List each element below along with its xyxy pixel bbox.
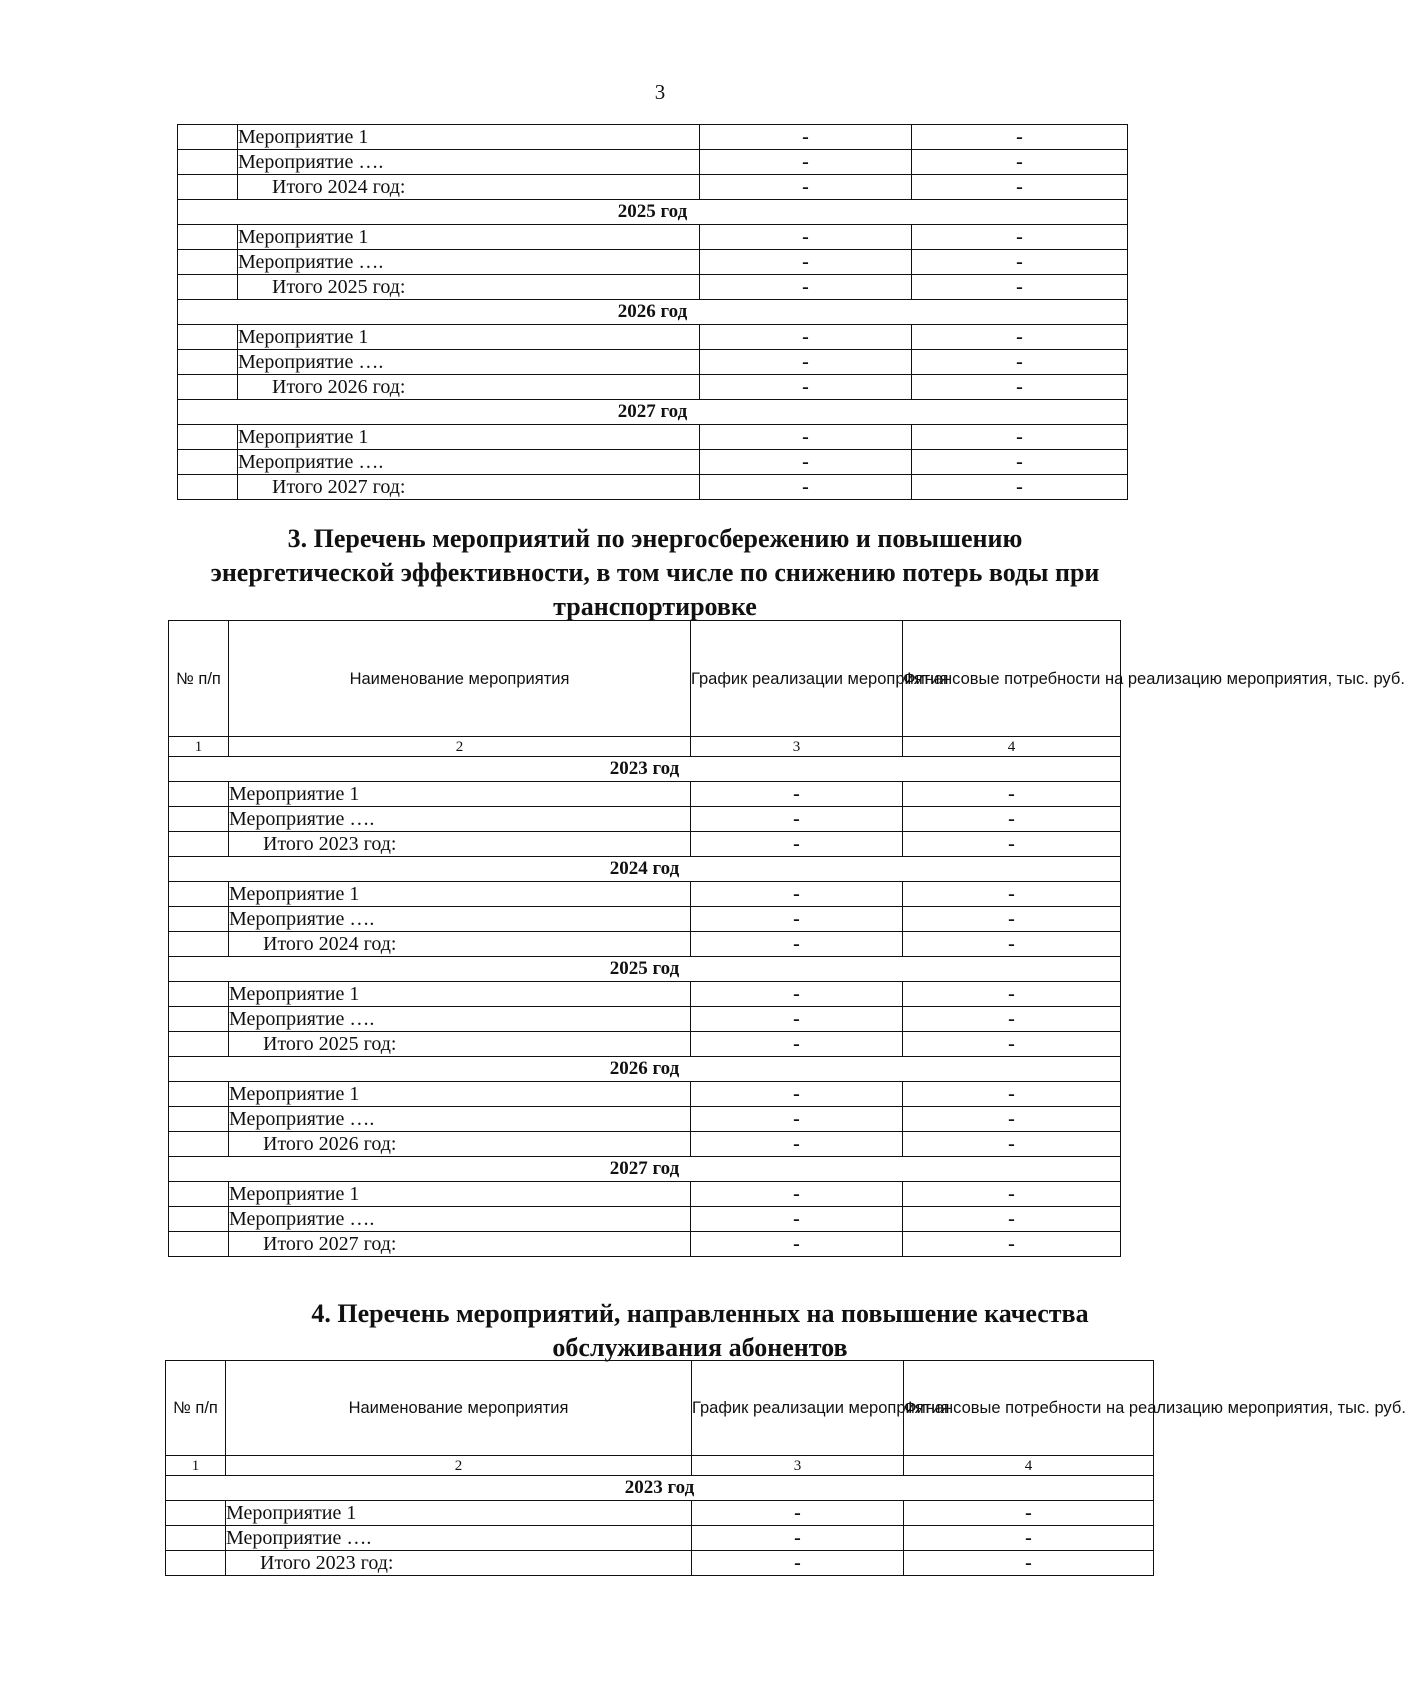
table-row bbox=[178, 450, 1128, 475]
activity-name: Мероприятие 1 bbox=[226, 1501, 692, 1526]
finance-cell: - bbox=[904, 1526, 1154, 1551]
schedule-cell: - bbox=[700, 475, 912, 500]
schedule-cell: - bbox=[692, 1501, 904, 1526]
activity-name: Мероприятие …. bbox=[238, 250, 700, 275]
header-num: № п/п bbox=[166, 1361, 226, 1456]
table-continuation bbox=[177, 124, 1128, 500]
table-row bbox=[169, 1182, 1121, 1207]
page-number: 3 bbox=[654, 80, 666, 104]
finance-cell: - bbox=[912, 175, 1128, 200]
finance-cell: - bbox=[912, 450, 1128, 475]
row-number-cell bbox=[178, 475, 238, 500]
finance-cell: - bbox=[903, 907, 1121, 932]
year-header-row bbox=[169, 957, 1121, 982]
finance-cell: - bbox=[912, 150, 1128, 175]
column-number: 3 bbox=[692, 1456, 904, 1476]
finance-cell: - bbox=[912, 475, 1128, 500]
schedule-cell: - bbox=[691, 882, 903, 907]
row-number-cell bbox=[178, 275, 238, 300]
activity-name: Мероприятие 1 bbox=[238, 225, 700, 250]
year-label: 2024 год bbox=[169, 857, 1121, 882]
section-3-title-line-3: транспортировке bbox=[553, 592, 757, 621]
table-row bbox=[169, 982, 1121, 1007]
section-4-title-line-1: 4. Перечень мероприятий, направленных на повышение качества bbox=[311, 1299, 1089, 1328]
row-number-cell bbox=[178, 375, 238, 400]
finance-cell: - bbox=[903, 1132, 1121, 1157]
table-row bbox=[166, 1526, 1154, 1551]
table-row bbox=[169, 882, 1121, 907]
schedule-cell: - bbox=[691, 782, 903, 807]
schedule-cell: - bbox=[700, 350, 912, 375]
row-number-cell bbox=[178, 325, 238, 350]
schedule-cell: - bbox=[691, 1132, 903, 1157]
table-row bbox=[169, 782, 1121, 807]
activity-name: Мероприятие …. bbox=[238, 150, 700, 175]
year-header-row bbox=[178, 400, 1128, 425]
table-section-3 bbox=[168, 620, 1405, 1257]
total-label: Итого 2023 год: bbox=[226, 1551, 692, 1576]
year-label: 2026 год bbox=[169, 1057, 1121, 1082]
schedule-cell: - bbox=[700, 325, 912, 350]
table-row bbox=[178, 250, 1128, 275]
column-number: 4 bbox=[903, 737, 1121, 757]
schedule-cell: - bbox=[700, 150, 912, 175]
table-row bbox=[178, 125, 1128, 150]
finance-cell: - bbox=[903, 882, 1121, 907]
total-row bbox=[169, 832, 1121, 857]
activity-name: Мероприятие …. bbox=[229, 1007, 691, 1032]
schedule-cell: - bbox=[691, 807, 903, 832]
schedule-cell: - bbox=[691, 982, 903, 1007]
year-label: 2027 год bbox=[178, 400, 1128, 425]
total-label: Итого 2025 год: bbox=[229, 1032, 691, 1057]
finance-cell: - bbox=[903, 782, 1121, 807]
activity-name: Мероприятие 1 bbox=[238, 325, 700, 350]
finance-cell: - bbox=[903, 982, 1121, 1007]
header-name: Наименование мероприятия bbox=[229, 621, 691, 737]
table-row bbox=[178, 150, 1128, 175]
activity-name: Мероприятие …. bbox=[229, 907, 691, 932]
year-label: 2023 год bbox=[169, 757, 1121, 782]
schedule-cell: - bbox=[691, 1107, 903, 1132]
year-header-row bbox=[166, 1476, 1154, 1501]
header-schedule: График реализации мероприятия bbox=[692, 1361, 904, 1456]
section-4-title bbox=[240, 1297, 1160, 1365]
total-row bbox=[169, 1032, 1121, 1057]
header-schedule: График реализации мероприятия bbox=[691, 621, 903, 737]
schedule-cell: - bbox=[691, 1182, 903, 1207]
schedule-cell: - bbox=[692, 1551, 904, 1576]
finance-cell: - bbox=[903, 932, 1121, 957]
total-row bbox=[166, 1551, 1154, 1576]
year-label: 2025 год bbox=[169, 957, 1121, 982]
schedule-cell: - bbox=[700, 125, 912, 150]
row-number-cell bbox=[169, 1082, 229, 1107]
table-row bbox=[169, 1207, 1121, 1232]
header-name: Наименование мероприятия bbox=[226, 1361, 692, 1456]
activity-name: Мероприятие …. bbox=[238, 350, 700, 375]
total-label: Итого 2024 год: bbox=[238, 175, 700, 200]
table-row bbox=[166, 1501, 1154, 1526]
section-3-title-line-1: 3. Перечень мероприятий по энергосбережению и повышению bbox=[287, 524, 1023, 553]
year-label: 2023 год bbox=[166, 1476, 1154, 1501]
schedule-cell: - bbox=[691, 932, 903, 957]
year-label: 2025 год bbox=[178, 200, 1128, 225]
schedule-cell: - bbox=[700, 250, 912, 275]
finance-cell: - bbox=[903, 1032, 1121, 1057]
year-header-row bbox=[178, 200, 1128, 225]
row-number-cell bbox=[169, 1132, 229, 1157]
finance-cell: - bbox=[903, 1007, 1121, 1032]
schedule-cell: - bbox=[691, 907, 903, 932]
total-label: Итого 2025 год: bbox=[238, 275, 700, 300]
header-finance: Финансовые потребности на реализацию мероприятия, тыс. руб. bbox=[904, 1361, 1154, 1456]
total-row bbox=[169, 932, 1121, 957]
total-label: Итого 2027 год: bbox=[238, 475, 700, 500]
finance-cell: - bbox=[912, 250, 1128, 275]
finance-cell: - bbox=[912, 325, 1128, 350]
finance-cell: - bbox=[912, 425, 1128, 450]
row-number-cell bbox=[169, 882, 229, 907]
finance-cell: - bbox=[903, 1182, 1121, 1207]
schedule-cell: - bbox=[691, 1007, 903, 1032]
row-number-cell bbox=[169, 907, 229, 932]
activity-name: Мероприятие …. bbox=[229, 1207, 691, 1232]
finance-cell: - bbox=[903, 1107, 1121, 1132]
table-row bbox=[178, 225, 1128, 250]
table-header-row bbox=[166, 1361, 1154, 1456]
activity-name: Мероприятие 1 bbox=[229, 882, 691, 907]
finance-cell: - bbox=[903, 832, 1121, 857]
activity-name: Мероприятие 1 bbox=[229, 1082, 691, 1107]
table-row bbox=[169, 1107, 1121, 1132]
year-label: 2026 год bbox=[178, 300, 1128, 325]
table-row bbox=[178, 425, 1128, 450]
activity-name: Мероприятие 1 bbox=[238, 125, 700, 150]
row-number-cell bbox=[178, 250, 238, 275]
activity-name: Мероприятие …. bbox=[238, 450, 700, 475]
activity-name: Мероприятие …. bbox=[229, 807, 691, 832]
total-row bbox=[178, 175, 1128, 200]
finance-cell: - bbox=[903, 1207, 1121, 1232]
schedule-cell: - bbox=[691, 1032, 903, 1057]
row-number-cell bbox=[169, 807, 229, 832]
row-number-cell bbox=[169, 932, 229, 957]
row-number-cell bbox=[169, 782, 229, 807]
activity-name: Мероприятие 1 bbox=[229, 982, 691, 1007]
activity-name: Мероприятие 1 bbox=[229, 782, 691, 807]
section-3-title bbox=[170, 522, 1140, 624]
total-row bbox=[178, 375, 1128, 400]
year-header-row bbox=[169, 857, 1121, 882]
total-label: Итого 2026 год: bbox=[229, 1132, 691, 1157]
row-number-cell bbox=[178, 450, 238, 475]
row-number-cell bbox=[178, 225, 238, 250]
row-number-cell bbox=[178, 175, 238, 200]
column-number: 1 bbox=[166, 1456, 226, 1476]
header-finance: Финансовые потребности на реализацию мероприятия, тыс. руб. bbox=[903, 621, 1121, 737]
row-number-cell bbox=[169, 1182, 229, 1207]
column-number: 1 bbox=[169, 737, 229, 757]
finance-cell: - bbox=[912, 350, 1128, 375]
column-number-row bbox=[169, 737, 1121, 757]
activity-name: Мероприятие 1 bbox=[229, 1182, 691, 1207]
row-number-cell bbox=[169, 832, 229, 857]
column-number: 4 bbox=[904, 1456, 1154, 1476]
total-label: Итого 2026 год: bbox=[238, 375, 700, 400]
schedule-cell: - bbox=[691, 1207, 903, 1232]
year-header-row bbox=[169, 1157, 1121, 1182]
finance-cell: - bbox=[904, 1501, 1154, 1526]
total-label: Итого 2027 год: bbox=[229, 1232, 691, 1257]
schedule-cell: - bbox=[700, 425, 912, 450]
total-row bbox=[178, 475, 1128, 500]
table-row bbox=[178, 325, 1128, 350]
schedule-cell: - bbox=[691, 832, 903, 857]
activity-name: Мероприятие …. bbox=[226, 1526, 692, 1551]
column-number: 3 bbox=[691, 737, 903, 757]
year-header-row bbox=[169, 1057, 1121, 1082]
activity-name: Мероприятие …. bbox=[229, 1107, 691, 1132]
total-label: Итого 2024 год: bbox=[229, 932, 691, 957]
activity-name: Мероприятие 1 bbox=[238, 425, 700, 450]
row-number-cell bbox=[178, 125, 238, 150]
row-number-cell bbox=[169, 1032, 229, 1057]
row-number-cell bbox=[169, 1007, 229, 1032]
total-row bbox=[178, 275, 1128, 300]
schedule-cell: - bbox=[700, 375, 912, 400]
schedule-cell: - bbox=[700, 275, 912, 300]
schedule-cell: - bbox=[691, 1082, 903, 1107]
total-row bbox=[169, 1232, 1121, 1257]
finance-cell: - bbox=[903, 1082, 1121, 1107]
row-number-cell bbox=[166, 1526, 226, 1551]
schedule-cell: - bbox=[691, 1232, 903, 1257]
year-label: 2027 год bbox=[169, 1157, 1121, 1182]
total-label: Итого 2023 год: bbox=[229, 832, 691, 857]
table-section-4 bbox=[165, 1360, 1406, 1576]
section-4-title-line-2: обслуживания абонентов bbox=[552, 1333, 848, 1362]
row-number-cell bbox=[166, 1501, 226, 1526]
table-row bbox=[169, 1082, 1121, 1107]
row-number-cell bbox=[178, 425, 238, 450]
section-3-title-line-2: энергетической эффективности, в том числе по снижению потерь воды при bbox=[210, 558, 1100, 587]
finance-cell: - bbox=[912, 125, 1128, 150]
table-header-row bbox=[169, 621, 1121, 737]
total-row bbox=[169, 1132, 1121, 1157]
row-number-cell bbox=[169, 1207, 229, 1232]
schedule-cell: - bbox=[700, 225, 912, 250]
table-row bbox=[169, 907, 1121, 932]
finance-cell: - bbox=[903, 1232, 1121, 1257]
finance-cell: - bbox=[912, 275, 1128, 300]
year-header-row bbox=[169, 757, 1121, 782]
schedule-cell: - bbox=[700, 450, 912, 475]
column-number: 2 bbox=[226, 1456, 692, 1476]
row-number-cell bbox=[169, 1107, 229, 1132]
row-number-cell bbox=[178, 350, 238, 375]
header-num: № п/п bbox=[169, 621, 229, 737]
column-number-row bbox=[166, 1456, 1154, 1476]
row-number-cell bbox=[169, 982, 229, 1007]
table-row bbox=[169, 807, 1121, 832]
finance-cell: - bbox=[912, 225, 1128, 250]
row-number-cell bbox=[166, 1551, 226, 1576]
year-header-row bbox=[178, 300, 1128, 325]
schedule-cell: - bbox=[700, 175, 912, 200]
column-number: 2 bbox=[229, 737, 691, 757]
table-row bbox=[178, 350, 1128, 375]
row-number-cell bbox=[178, 150, 238, 175]
row-number-cell bbox=[169, 1232, 229, 1257]
finance-cell: - bbox=[912, 375, 1128, 400]
table-row bbox=[169, 1007, 1121, 1032]
finance-cell: - bbox=[904, 1551, 1154, 1576]
finance-cell: - bbox=[903, 807, 1121, 832]
schedule-cell: - bbox=[692, 1526, 904, 1551]
